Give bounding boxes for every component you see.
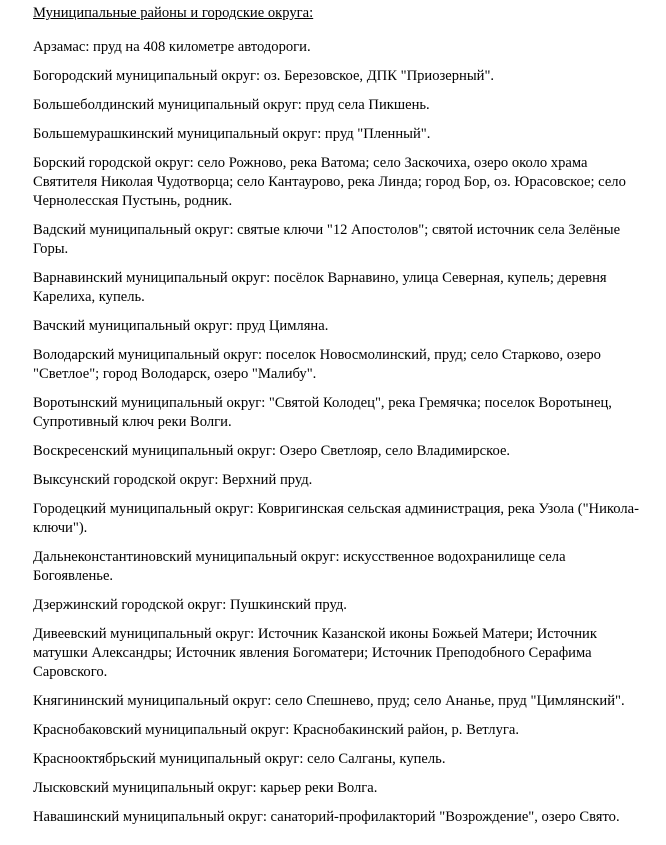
- list-item: Арзамас: пруд на 408 километре автодороги.: [33, 39, 311, 55]
- list-item: Воскресенский муниципальный округ: Озеро Светлояр, село Владимирское.: [33, 443, 511, 459]
- districts-list: [33, 38, 646, 827]
- list-item: Краснооктябрьский муниципальный округ: село Салганы, купель.: [33, 751, 446, 767]
- list-item: Вадский муниципальный округ: святые ключи "12 Апостолов"; святой источник села Зелёные Горы.: [33, 222, 621, 257]
- list-item: Выксунский городской округ: Верхний пруд.: [33, 472, 313, 488]
- list-item: Дальнеконстантиновский муниципальный округ: искусственное водохранилище села Богоявленье.: [33, 549, 566, 584]
- list-item: Краснобаковский муниципальный округ: Краснобакинский район, р. Ветлуга.: [33, 722, 519, 738]
- list-item: Варнавинский муниципальный округ: посёлок Варнавино, улица Северная, купель; деревня Карелиха, купель.: [33, 270, 607, 305]
- list-item: Богородский муниципальный округ: оз. Березовское, ДПК "Приозерный".: [33, 68, 495, 84]
- list-item: Дивеевский муниципальный округ: Источник Казанской иконы Божьей Матери; Источник матушки Александры; Источник явления Богоматери; Источник Преподобного Серафима Саровского.: [33, 626, 597, 680]
- list-item: Лысковский муниципальный округ: карьер реки Волга.: [33, 780, 378, 796]
- list-item: Большемурашкинский муниципальный округ: пруд "Пленный".: [33, 126, 431, 142]
- list-item: Борский городской округ: село Рожново, река Ватома; село Заскочиха, озеро около храма Святителя Николая Чудотворца; село Кантаурово, река Линда; город Бор, оз. Юрасовское; село Чернолесская Пустынь, родник.: [33, 155, 626, 209]
- list-item: Навашинский муниципальный округ: санаторий-профилакторий "Возрождение", озеро Свято.: [33, 809, 620, 825]
- list-item: Вачский муниципальный округ: пруд Цимляна.: [33, 318, 329, 334]
- section-heading: Муниципальные районы и городские округа:: [33, 5, 314, 21]
- list-item: Воротынский муниципальный округ: "Святой Колодец", река Гремячка; поселок Воротынец, Супротивный ключ реки Волги.: [33, 395, 612, 430]
- list-item: Городецкий муниципальный округ: Ковригинская сельская администрация, река Узола ("Никола-ключи").: [33, 501, 639, 536]
- list-item: Володарский муниципальный округ: поселок Новосмолинский, пруд; село Старково, озеро "Светлое"; город Володарск, озеро "Малибу".: [33, 347, 601, 382]
- list-item: Дзержинский городской округ: Пушкинский пруд.: [33, 597, 347, 613]
- list-item: Большеболдинский муниципальный округ: пруд села Пикшень.: [33, 97, 430, 113]
- list-item: Княгининский муниципальный округ: село Спешнево, пруд; село Ананье, пруд "Цимлянский".: [33, 693, 625, 709]
